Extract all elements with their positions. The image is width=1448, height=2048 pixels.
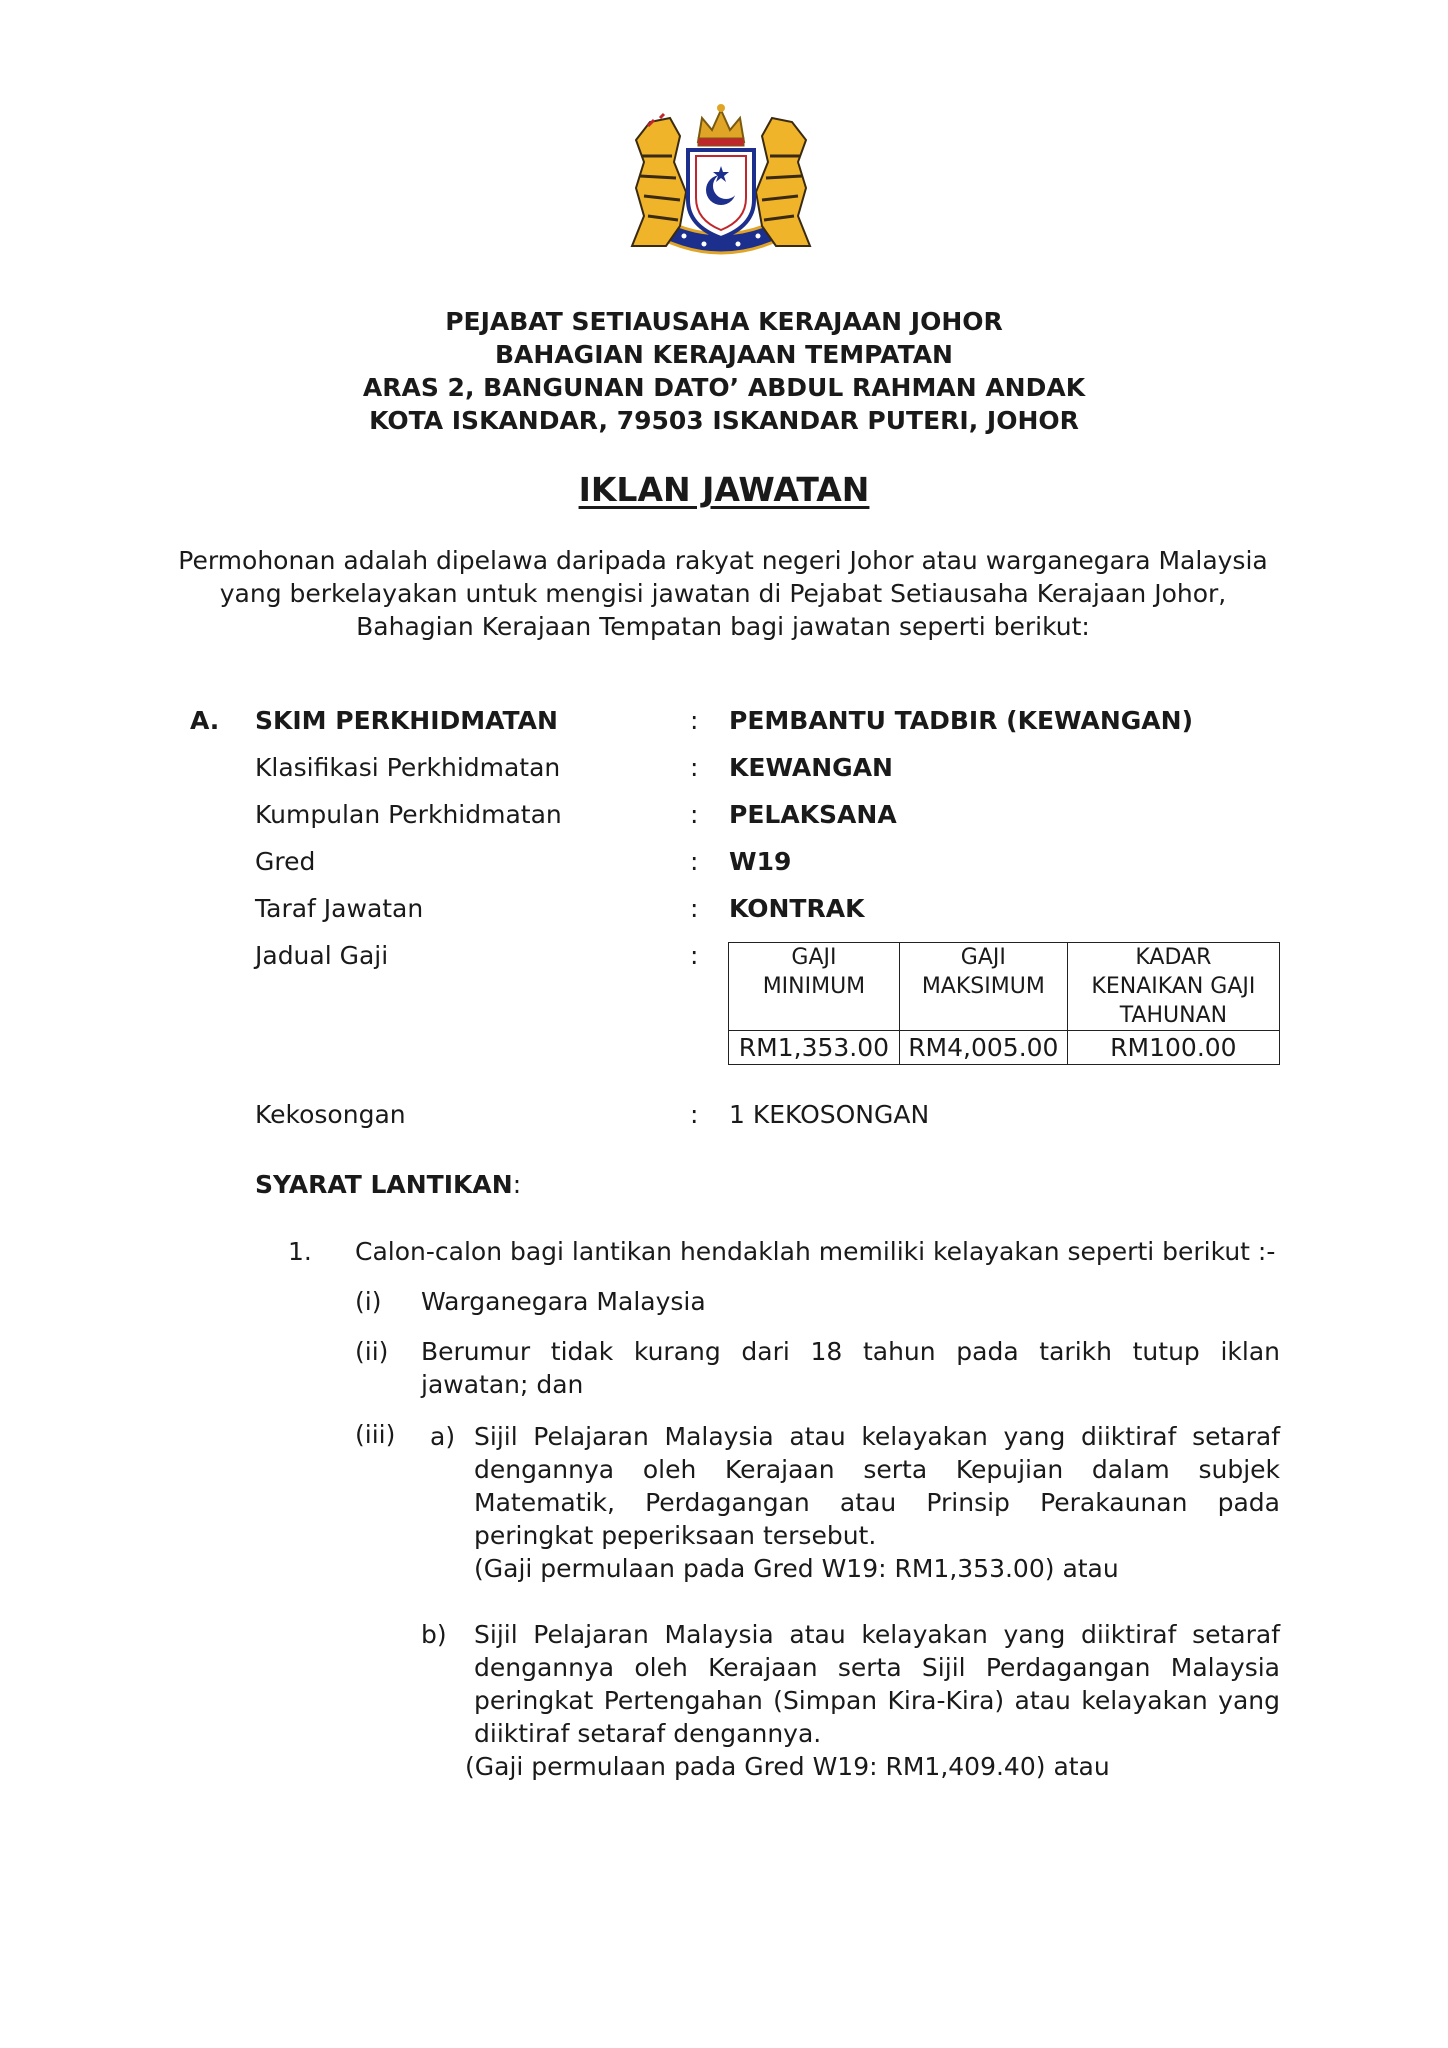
colon: :: [690, 800, 699, 829]
status-value: KONTRAK: [729, 894, 865, 923]
scheme-value: PEMBANTU TADBIR (KEWANGAN): [729, 706, 1194, 735]
salary-table-header-row: [729, 943, 1280, 1031]
status-label: Taraf Jawatan: [255, 894, 424, 923]
colon: :: [690, 1100, 699, 1129]
requirements-heading-colon: :: [512, 1170, 522, 1199]
sub-ii-text: Berumur tidak kurang dari 18 tahun pada tarikh tutup iklan jawatan; dan: [421, 1337, 1280, 1399]
header-text: KADAR: [1135, 945, 1212, 970]
header-text: KENAIKAN GAJI: [1091, 974, 1256, 999]
salary-max-value: RM4,005.00: [899, 1031, 1067, 1065]
option-b-salary: (Gaji permulaan pada Gred W19: RM1,409.40) atau: [465, 1752, 1110, 1781]
johor-crest-icon: [614, 96, 828, 266]
option-b-label: b): [421, 1620, 447, 1649]
header-text: GAJI: [960, 945, 1006, 970]
header-line-4: KOTA ISKANDAR, 79503 ISKANDAR PUTERI, JOHOR: [369, 406, 1079, 435]
group-value: PELAKSANA: [729, 800, 897, 829]
option-a-text: Sijil Pelajaran Malaysia atau kelayakan yang diiktiraf setaraf dengannya oleh Kerajaan serta Kepujian dalam subjek Matematik, Perdagangan atau Prinsip Perakaunan pada peringkat peperiksaan tersebut.: [474, 1422, 1280, 1550]
header-cell-min: [729, 943, 900, 1031]
requirements-heading: [255, 1168, 521, 1201]
salary-table: [728, 942, 1280, 1065]
option-a-label: a): [430, 1422, 456, 1451]
header-text: MAKSIMUM: [921, 974, 1045, 999]
colon: :: [690, 753, 699, 782]
vacancy-label: Kekosongan: [255, 1100, 406, 1129]
header-line-2: BAHAGIAN KERAJAAN TEMPATAN: [495, 340, 953, 369]
grade-value: W19: [729, 847, 792, 876]
colon: :: [690, 847, 699, 876]
option-a-salary: (Gaji permulaan pada Gred W19: RM1,353.00) atau: [474, 1554, 1119, 1583]
sub-ii-label: (ii): [355, 1337, 389, 1366]
requirements-heading-text: SYARAT LANTIKAN: [255, 1170, 513, 1199]
page-title: IKLAN JAWATAN: [578, 470, 870, 509]
colon: :: [690, 894, 699, 923]
classification-label: Klasifikasi Perkhidmatan: [255, 753, 561, 782]
colon: :: [690, 941, 699, 970]
header-cell-max: [899, 943, 1067, 1031]
item-1-text: Calon-calon bagi lantikan hendaklah memiliki kelayakan seperti berikut :-: [355, 1237, 1276, 1266]
header-text: GAJI: [791, 945, 837, 970]
group-label: Kumpulan Perkhidmatan: [255, 800, 562, 829]
scheme-label: SKIM PERKHIDMATAN: [255, 706, 558, 735]
section-letter: A.: [190, 706, 220, 735]
header-text: TAHUNAN: [1119, 1003, 1228, 1028]
header-text: MINIMUM: [762, 974, 866, 999]
sub-i-text: Warganegara Malaysia: [421, 1287, 706, 1316]
classification-value: KEWANGAN: [729, 753, 893, 782]
office-header: [0, 305, 1448, 437]
header-line-1: PEJABAT SETIAUSAHA KERAJAAN JOHOR: [445, 307, 1003, 336]
option-b-text: Sijil Pelajaran Malaysia atau kelayakan yang diiktiraf setaraf dengannya oleh Kerajaan serta Sijil Perdagangan Malaysia peringkat Pertengahan (Simpan Kira-Kira) atau kelayakan yang diiktiraf setaraf dengannya.: [474, 1620, 1280, 1748]
salary-table-value-row: [729, 1031, 1280, 1065]
sub-iii-label: (iii): [355, 1420, 396, 1449]
grade-label: Gred: [255, 847, 316, 876]
salary-min-value: RM1,353.00: [729, 1031, 900, 1065]
header-cell-increment: [1067, 943, 1279, 1031]
vacancy-value: 1 KEKOSONGAN: [729, 1100, 930, 1129]
colon: :: [690, 706, 699, 735]
salary-label: Jadual Gaji: [255, 941, 389, 970]
sub-i-label: (i): [355, 1287, 382, 1316]
item-1-number: 1.: [288, 1237, 312, 1266]
header-line-3: ARAS 2, BANGUNAN DATO’ ABDUL RAHMAN ANDAK: [362, 373, 1086, 402]
intro-paragraph: Permohonan adalah dipelawa daripada rakyat negeri Johor atau warganegara Malaysia yang berkelayakan untuk mengisi jawatan di Pejabat Setiausaha Kerajaan Johor, Bahagian Kerajaan Tempatan bagi jawatan seperti berikut:: [178, 546, 1268, 641]
salary-increment-value: RM100.00: [1067, 1031, 1279, 1065]
